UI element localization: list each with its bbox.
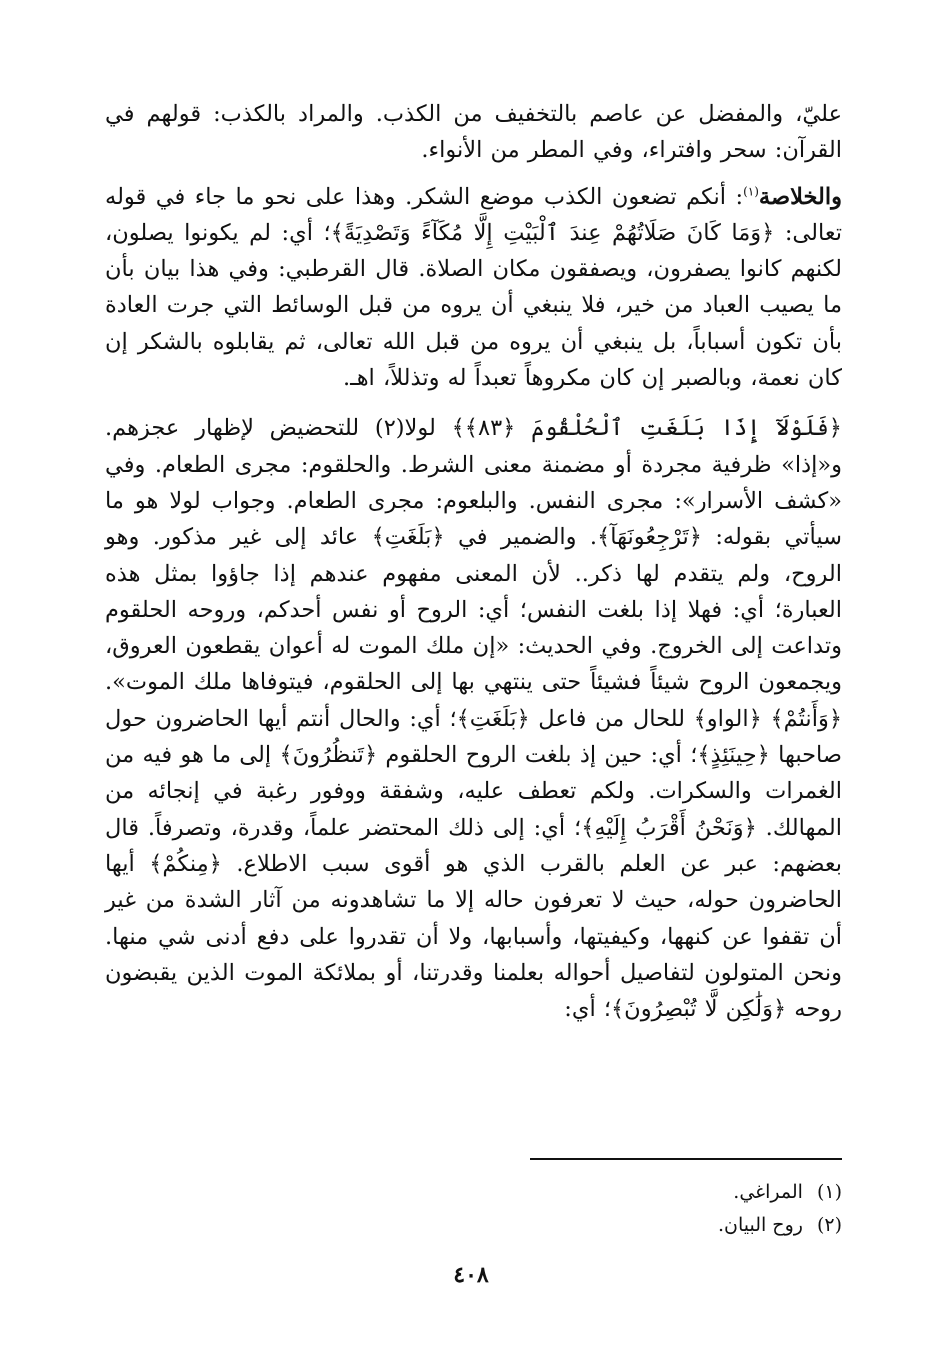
paragraph-2-text: : أنكم تضعون الكذب موضع الشكر. وهذا على نحو ما جاء في قوله تعالى: ﴿وَمَا كَانَ صَلَاتُهُمْ عِندَ ٱلْبَيْتِ إِلَّا مُكَآءً وَتَصْدِيَةً﴾؛ أي: لم يكونوا يصلون، لكنهم كانوا يصفرون، ويصفقون مكان الصلاة. قال القرطبي: وفي هذا بيان بأن ما يصيب العباد من خير، فلا ينبغي أن يروه من قبل الوسائط التي جرت العادة بأن تكون أسباباً، بل ينبغي أن يروه من قبل الله تعالى، ثم يقابلوه بالشكر إن كان نعمة، وبالصبر إن كان مكروهاً تعبداً له وتذللاً، اهـ. xyxy=(105,183,842,392)
footnotes xyxy=(542,1176,842,1242)
paragraph-2-lead: والخلاصة xyxy=(758,183,842,210)
footnote-2 xyxy=(542,1209,842,1242)
footnote-1-number: (١) xyxy=(816,1181,842,1203)
paragraph-1 xyxy=(105,96,842,169)
paragraph-2 xyxy=(105,179,842,397)
footnote-divider xyxy=(530,1158,842,1160)
footnote-1-text: المراغي. xyxy=(733,1181,803,1203)
page-number: ٤٠٨ xyxy=(453,1262,489,1288)
footnote-2-text: روح البيان. xyxy=(717,1214,803,1236)
footnote-ref-1: (١) xyxy=(743,184,759,199)
paragraph-3 xyxy=(105,410,842,1027)
paragraph-1-text: عليّ، والمفضل عن عاصم بالتخفيف من الكذب. والمراد بالكذب: قولهم في القرآن: سحر وافتراء، وفي المطر من الأنواء. xyxy=(105,101,842,164)
paragraph-3-text: ﴿فَلَوْلَآ إِذَا بَلَغَتِ ٱلْحُلْقُومَ ﴿٨٣﴾﴾ لولا(٢) للتحضيض لإظهار عجزهم. و«إذا» ظرفية مجردة أو مضمنة معنى الشرط. والحلقوم: مجرى الطعام. وفي «كشف الأسرار»: مجرى النفس. والبلعوم: مجرى الطعام. وجواب لولا هو ما سيأتي بقوله: ﴿تَرْجِعُونَهَآ﴾. والضمير في ﴿بَلَغَتِ﴾ عائد إلى غير مذكور. وهو الروح، ولم يتقدم لها ذكر.. لأن المعنى مفهوم عندهم إذا جاؤوا بمثل هذه العبارة؛ أي: فهلا إذا بلغت النفس؛ أي: الروح أو نفس أحدكم، وروحه الحلقوم وتداعت إلى الخروج. وفي الحديث: «إن ملك الموت له أعوان يقطعون العروق، ويجمعون الروح شيئاً فشيئاً حتى ينتهي بها إلى الحلقوم، فيتوفاها ملك الموت». ﴿وَأَنتُمْ﴾ ﴿الواو﴾ للحال من فاعل ﴿بَلَغَتِ﴾؛ أي: والحال أنتم أيها الحاضرون حول صاحبها ﴿حِينَئِذٍ﴾؛ أي: حين إذ بلغت الروح الحلقوم ﴿تَنظُرُونَ﴾ إلى ما هو فيه من الغمرات والسكرات. ولكم تعطف عليه، وشفقة ووفور رغبة في إنجائه من المهالك. ﴿وَنَحْنُ أَقْرَبُ إِلَيْهِ﴾؛ أي: إلى ذلك المحتضر علماً، وقدرة، وتصرفاً. قال بعضهم: عبر عن العلم بالقرب الذي هو أقوى سبب الاطلاع. ﴿مِنكُمْ﴾ أيها الحاضرون حوله، حيث لا تعرفون حاله إلا ما تشاهدونه من آثار الشدة من غير أن تقفوا عن كنهها، وكيفيتها، وأسبابها، ولا أن تقدروا على دفع أدنى شي منها. ونحن المتولون لتفاصيل أحواله بعلمنا وقدرتنا، أو بملائكة الموت الذين يقبضون روحه ﴿وَلَٰكِن لَّا تُبْصِرُونَ﴾؛ أي: xyxy=(105,415,842,1023)
footnote-2-number: (٢) xyxy=(816,1214,842,1236)
footnote-1 xyxy=(542,1176,842,1209)
